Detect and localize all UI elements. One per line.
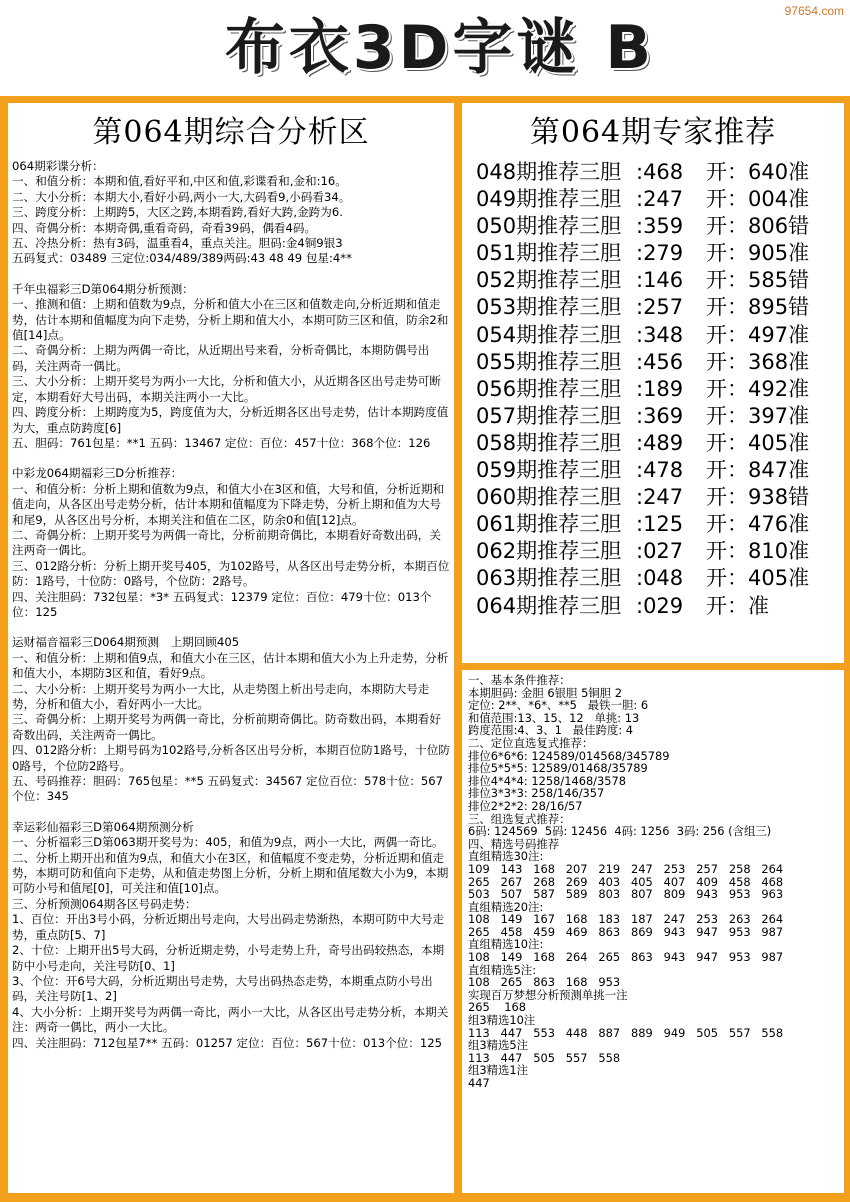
expert-row-number: :247 <box>636 187 684 212</box>
expert-row-label: 064期推荐三胆 <box>476 593 622 618</box>
expert-row-number: :468 <box>636 160 684 184</box>
expert-row-result: 开：405准 <box>706 430 810 455</box>
expert-row <box>462 511 844 538</box>
conditions-line: 排位6*6*6: 124589/014568/345789 <box>468 748 670 763</box>
expert-row-result: 开：405准 <box>706 566 810 591</box>
analysis-section <box>12 820 450 1051</box>
conditions-line: 二、定位直选复式推荐： <box>468 735 594 750</box>
expert-row-result: 开：397准 <box>706 403 810 428</box>
analysis-line: 五、号码推荐：胆码：765包星：**5 五码复式：34567 定位百位：578十位：567个位：345 <box>12 774 444 804</box>
conditions-line: 实现百万梦想分析预测单挑一注 <box>468 987 628 1002</box>
analysis-line: 三、奇偶分析：上期开奖号为两偶一奇比，分析前期奇偶比。防奇数出码，本期看好奇数出码，关注两奇一偶比。 <box>12 712 441 742</box>
expert-row <box>462 349 844 376</box>
conditions-line: 一、基本条件推荐： <box>468 673 571 687</box>
conditions-line: 四、精选号码推荐 <box>468 836 560 851</box>
conditions-line: 108 149 167 168 183 187 247 253 263 264 <box>468 912 784 927</box>
expert-row-result: 开：810准 <box>706 539 810 564</box>
analysis-line: 一、分析福彩三D第063期开奖号为：405，和值为9点，两小一大比，两偶一奇比。 <box>12 835 444 850</box>
conditions-line: 113 447 505 557 558 <box>468 1050 621 1065</box>
analysis-line: 4、大小分析：上期开奖号为两偶一奇比，两小一大比，从各区出号走势分析，本期关注：两奇一偶比，两小一大比。 <box>12 1004 449 1035</box>
analysis-line: 064期彩谍分析： <box>12 159 104 173</box>
expert-row-number: :359 <box>636 214 684 239</box>
analysis-line: 四、奇偶分析：本期奇偶,重看奇码，奇看39码，偶看4码。 <box>12 220 317 235</box>
expert-row-number: :027 <box>636 539 684 564</box>
expert-row-result: 开：905准 <box>706 241 810 266</box>
expert-title: 第064期专家推荐 <box>529 115 777 150</box>
analysis-line: 五、冷热分析：热有3码，温重看4，重点关注。胆码:金4铜9银3 <box>12 236 343 251</box>
conditions-line: 直组精选30注: <box>468 849 544 864</box>
expert-row-result: 开：准 <box>706 593 769 618</box>
analysis-line: 四、012路分析：上期号码为102路号,分析各区出号分析，本期百位防1路号，十位防0路号，个位防2路号。 <box>12 743 450 773</box>
expert-row <box>462 294 844 321</box>
analysis-section <box>12 159 450 267</box>
analysis-line: 千年虫福彩三D第064期分析预测： <box>12 281 194 296</box>
analysis-line: 运财福音福彩三D064期预测 上期回顾405 <box>12 635 240 650</box>
analysis-title: 第064期综合分析区 <box>92 115 370 150</box>
analysis-line: 二、大小分析：上期开奖号为两小一大比，从走势图上析出号走向，本期防大号走势，分析和值大小，看好两小一大比。 <box>12 681 430 711</box>
expert-row <box>462 376 844 403</box>
analysis-line: 五码复式：03489 三定位:034/489/389两码:43 48 49 包星:4** <box>12 251 352 266</box>
expert-row-label: 050期推荐三胆 <box>476 214 622 239</box>
conditions-line: 447 <box>468 1076 490 1090</box>
expert-row-number: :257 <box>636 295 684 320</box>
expert-row <box>462 322 844 349</box>
conditions-line: 跨度范围:4、3、1 最佳跨度: 4 <box>468 723 634 738</box>
conditions-line: 组3精选5注 <box>468 1038 529 1053</box>
analysis-section <box>12 466 450 620</box>
expert-row-number: :456 <box>636 349 684 374</box>
expert-row-result: 开：640准 <box>706 160 810 184</box>
conditions-line: 265 168 <box>468 1000 526 1015</box>
page-banner <box>0 0 850 96</box>
expert-row-result: 开：585错 <box>706 268 810 293</box>
expert-row-label: 055期推荐三胆 <box>476 349 622 374</box>
expert-row-label: 056期推荐三胆 <box>476 376 622 401</box>
conditions-line: 113 447 553 448 887 889 949 505 557 558 <box>468 1025 784 1040</box>
conditions-line: 503 507 587 589 803 807 809 943 953 963 <box>468 887 784 902</box>
analysis-line: 二、分析上期开出和值为9点，和值大小在3区，和值幅度不变走势，分析近期和值走势，本期可防和值向下走势，从和值走势图上分析，分析上期和值尾数大小为9，本期可防小号和值尾[0]，可关注和值[10]点。 <box>12 850 449 896</box>
conditions-line: 6码: 124569 5码: 12456 4码: 1256 3码: 256 (含组三) <box>468 824 772 839</box>
conditions-line: 直组精选5注: <box>468 962 537 977</box>
expert-row-label: 052期推荐三胆 <box>476 268 622 293</box>
conditions-line: 组3精选1注 <box>468 1063 529 1078</box>
conditions-line: 排位5*5*5: 12589/01468/35789 <box>468 761 648 776</box>
expert-row-label: 054期推荐三胆 <box>476 322 622 347</box>
conditions-line: 三、组选复式推荐： <box>468 811 571 826</box>
expert-row-result: 开：492准 <box>706 376 810 401</box>
conditions-line: 直组精选20注: <box>468 899 544 914</box>
analysis-line: 二、奇偶分析：上期为两偶一奇比，从近期出号来看，分析奇偶比，本期防偶号出码，关注两奇一偶比。 <box>12 343 430 373</box>
analysis-line: 四、关注胆码：732包星：*3* 五码复式：12379 定位：百位：479十位：013个位：125 <box>12 589 432 619</box>
expert-row-label: 057期推荐三胆 <box>476 403 622 428</box>
expert-row-result: 开：368准 <box>706 349 810 374</box>
conditions-line: 和值范围:13、15、12 单挑: 13 <box>468 710 640 725</box>
expert-row-result: 开：895错 <box>706 295 810 320</box>
expert-row <box>462 538 844 565</box>
expert-row-result: 开：847准 <box>706 458 810 483</box>
expert-row-number: :489 <box>636 430 684 455</box>
conditions-body <box>462 670 844 1094</box>
expert-row-number: :146 <box>636 268 684 293</box>
expert-row-label: 053期推荐三胆 <box>476 295 622 320</box>
expert-row-label: 048期推荐三胆 <box>476 160 622 184</box>
analysis-line: 一、和值分析：分析上期和值数为9点，和值大小在3区和值，大号和值，分析近期和值走向，从各区出号走势分析，估计本期和值幅度为下降走势，分析上期和值为大号和尾9，从各区出号分析，本期关注和值在二区，防余0和值[12]点。 <box>12 481 445 527</box>
conditions-line: 直组精选10注: <box>468 937 544 952</box>
analysis-line: 一、和值分析：上期和值9点，和值大小在三区，估计本期和值大小为上升走势，分析和值大小，本期防3区和值，看好9点。 <box>12 650 449 681</box>
expert-row-label: 051期推荐三胆 <box>476 241 622 266</box>
expert-row-number: :348 <box>636 322 684 347</box>
analysis-line: 二、大小分析：本期大小,看好小码,两小一大,大码看9,小码看34。 <box>12 189 351 204</box>
expert-row <box>462 240 844 267</box>
analysis-line: 二、奇偶分析：上期开奖号为两偶一奇比，分析前期奇偶比，本期看好奇数出码，关注两奇一偶比。 <box>12 527 441 558</box>
conditions-line: 109 143 168 207 219 247 253 257 258 264 <box>468 861 784 876</box>
analysis-line: 三、大小分析：上期开奖号为两小一大比，分析和值大小，从近期各区出号走势可断定，本期看好大号出码，本期关注两小一大比。 <box>12 374 441 404</box>
expert-row-number: :247 <box>636 485 684 510</box>
expert-row-result: 开：806错 <box>706 214 810 239</box>
analysis-line: 三、分析预测064期各区号码走势： <box>12 896 197 911</box>
expert-row <box>462 267 844 294</box>
analysis-line: 一、推测和值：上期和值数为9点，分析和值大小在三区和值数走向,分析近期和值走势，估计本期和值幅度为向下走势，分析上期和值大小，本期可防三区和值，防余2和值[14]点。 <box>12 297 449 343</box>
expert-row-number: :048 <box>636 566 684 591</box>
conditions-line: 排位3*3*3: 258/146/357 <box>468 786 605 801</box>
expert-row-result: 开：938错 <box>706 485 810 510</box>
expert-row-result: 开：497准 <box>706 322 810 347</box>
analysis-line: 3、个位：开6号大码，分析近期出号走势，大号出码热态走势，本期重点防小号出码，关注号防[1、2] <box>12 973 433 1004</box>
expert-row <box>462 565 844 592</box>
expert-row-label: 049期推荐三胆 <box>476 187 622 212</box>
conditions-line: 108 149 168 264 265 863 943 947 953 987 <box>468 950 784 965</box>
analysis-line: 四、关注胆码：712包星7** 五码：01257 定位：百位：567十位：013个位：125 <box>12 1035 442 1050</box>
expert-list <box>462 159 844 620</box>
expert-row <box>462 159 844 186</box>
analysis-line: 一、和值分析：本期和值,看好平和,中区和值,彩谍看和,金和:16。 <box>12 174 347 189</box>
expert-row-label: 060期推荐三胆 <box>476 485 622 510</box>
expert-row <box>462 593 844 620</box>
analysis-line: 中彩龙064期福彩三D分析推荐： <box>12 466 183 481</box>
analysis-line: 四、跨度分析：上期跨度为5，跨度值为大，分析近期各区出号走势，估计本期跨度值为大，重点防跨度[6] <box>12 405 449 435</box>
conditions-line: 本期胆码: 金胆 6银胆 5铜胆 2 <box>468 685 622 700</box>
expert-row <box>462 430 844 457</box>
expert-row-number: :189 <box>636 376 684 401</box>
analysis-line: 五、胆码：761包星：**1 五码：13467 定位：百位：457十位：368个位：126 <box>12 435 431 450</box>
expert-row-label: 061期推荐三胆 <box>476 512 622 537</box>
expert-row-number: :478 <box>636 458 684 483</box>
conditions-panel <box>462 670 844 1193</box>
expert-row <box>462 213 844 240</box>
expert-row <box>462 403 844 430</box>
expert-row-number: :029 <box>636 593 684 618</box>
analysis-section <box>12 635 450 804</box>
analysis-line: 三、跨度分析：上期跨5，大区之跨,本期看跨,看好大跨,金跨为6. <box>12 205 343 220</box>
analysis-line: 三、012路分析：分析上期开奖号405，为102路号，从各区出号走势分析，本期百位防：1路号，十位防：0路号，个位防：2路号。 <box>12 558 450 589</box>
expert-row-number: :279 <box>636 241 684 266</box>
expert-row <box>462 484 844 511</box>
conditions-line: 排位2*2*2: 28/16/57 <box>468 798 583 813</box>
expert-row-label: 058期推荐三胆 <box>476 430 622 455</box>
conditions-line: 108 265 863 168 953 <box>468 975 621 990</box>
expert-panel <box>462 103 844 663</box>
analysis-panel <box>8 103 454 1193</box>
banner-title: 布衣3D字谜 B <box>224 13 656 83</box>
analysis-line: 2、十位：上期开出5号大码，分析近期走势，小号走势上升，奇号出码较热态，本期防中小号走向，关注号防[0、1] <box>12 943 445 973</box>
expert-row-number: :125 <box>636 512 684 537</box>
expert-row <box>462 457 844 484</box>
expert-row-result: 开：004准 <box>706 187 810 212</box>
expert-row-number: :369 <box>636 403 684 428</box>
analysis-line: 幸运彩仙福彩三D第064期预测分析 <box>12 819 194 834</box>
analysis-line: 1、百位：开出3号小码，分析近期出号走向，大号出码走势渐热，本期可防中大号走势，重点防[5、7] <box>12 912 445 942</box>
analysis-body <box>8 159 454 1051</box>
conditions-line: 组3精选10注 <box>468 1013 536 1028</box>
analysis-section <box>12 282 450 451</box>
conditions-line: 定位: 2**、*6*、**5 最铁一胆: 6 <box>468 698 649 713</box>
expert-row-label: 059期推荐三胆 <box>476 458 622 483</box>
expert-row <box>462 186 844 213</box>
site-watermark: 97654.com <box>784 4 844 18</box>
conditions-line: 排位4*4*4: 1258/1468/3578 <box>468 773 627 788</box>
expert-row-label: 063期推荐三胆 <box>476 566 622 591</box>
conditions-line: 265 458 459 469 863 869 943 947 953 987 <box>468 924 784 939</box>
expert-row-label: 062期推荐三胆 <box>476 539 622 564</box>
conditions-line: 265 267 268 269 403 405 407 409 458 468 <box>468 874 784 889</box>
expert-row-result: 开：476准 <box>706 512 810 537</box>
